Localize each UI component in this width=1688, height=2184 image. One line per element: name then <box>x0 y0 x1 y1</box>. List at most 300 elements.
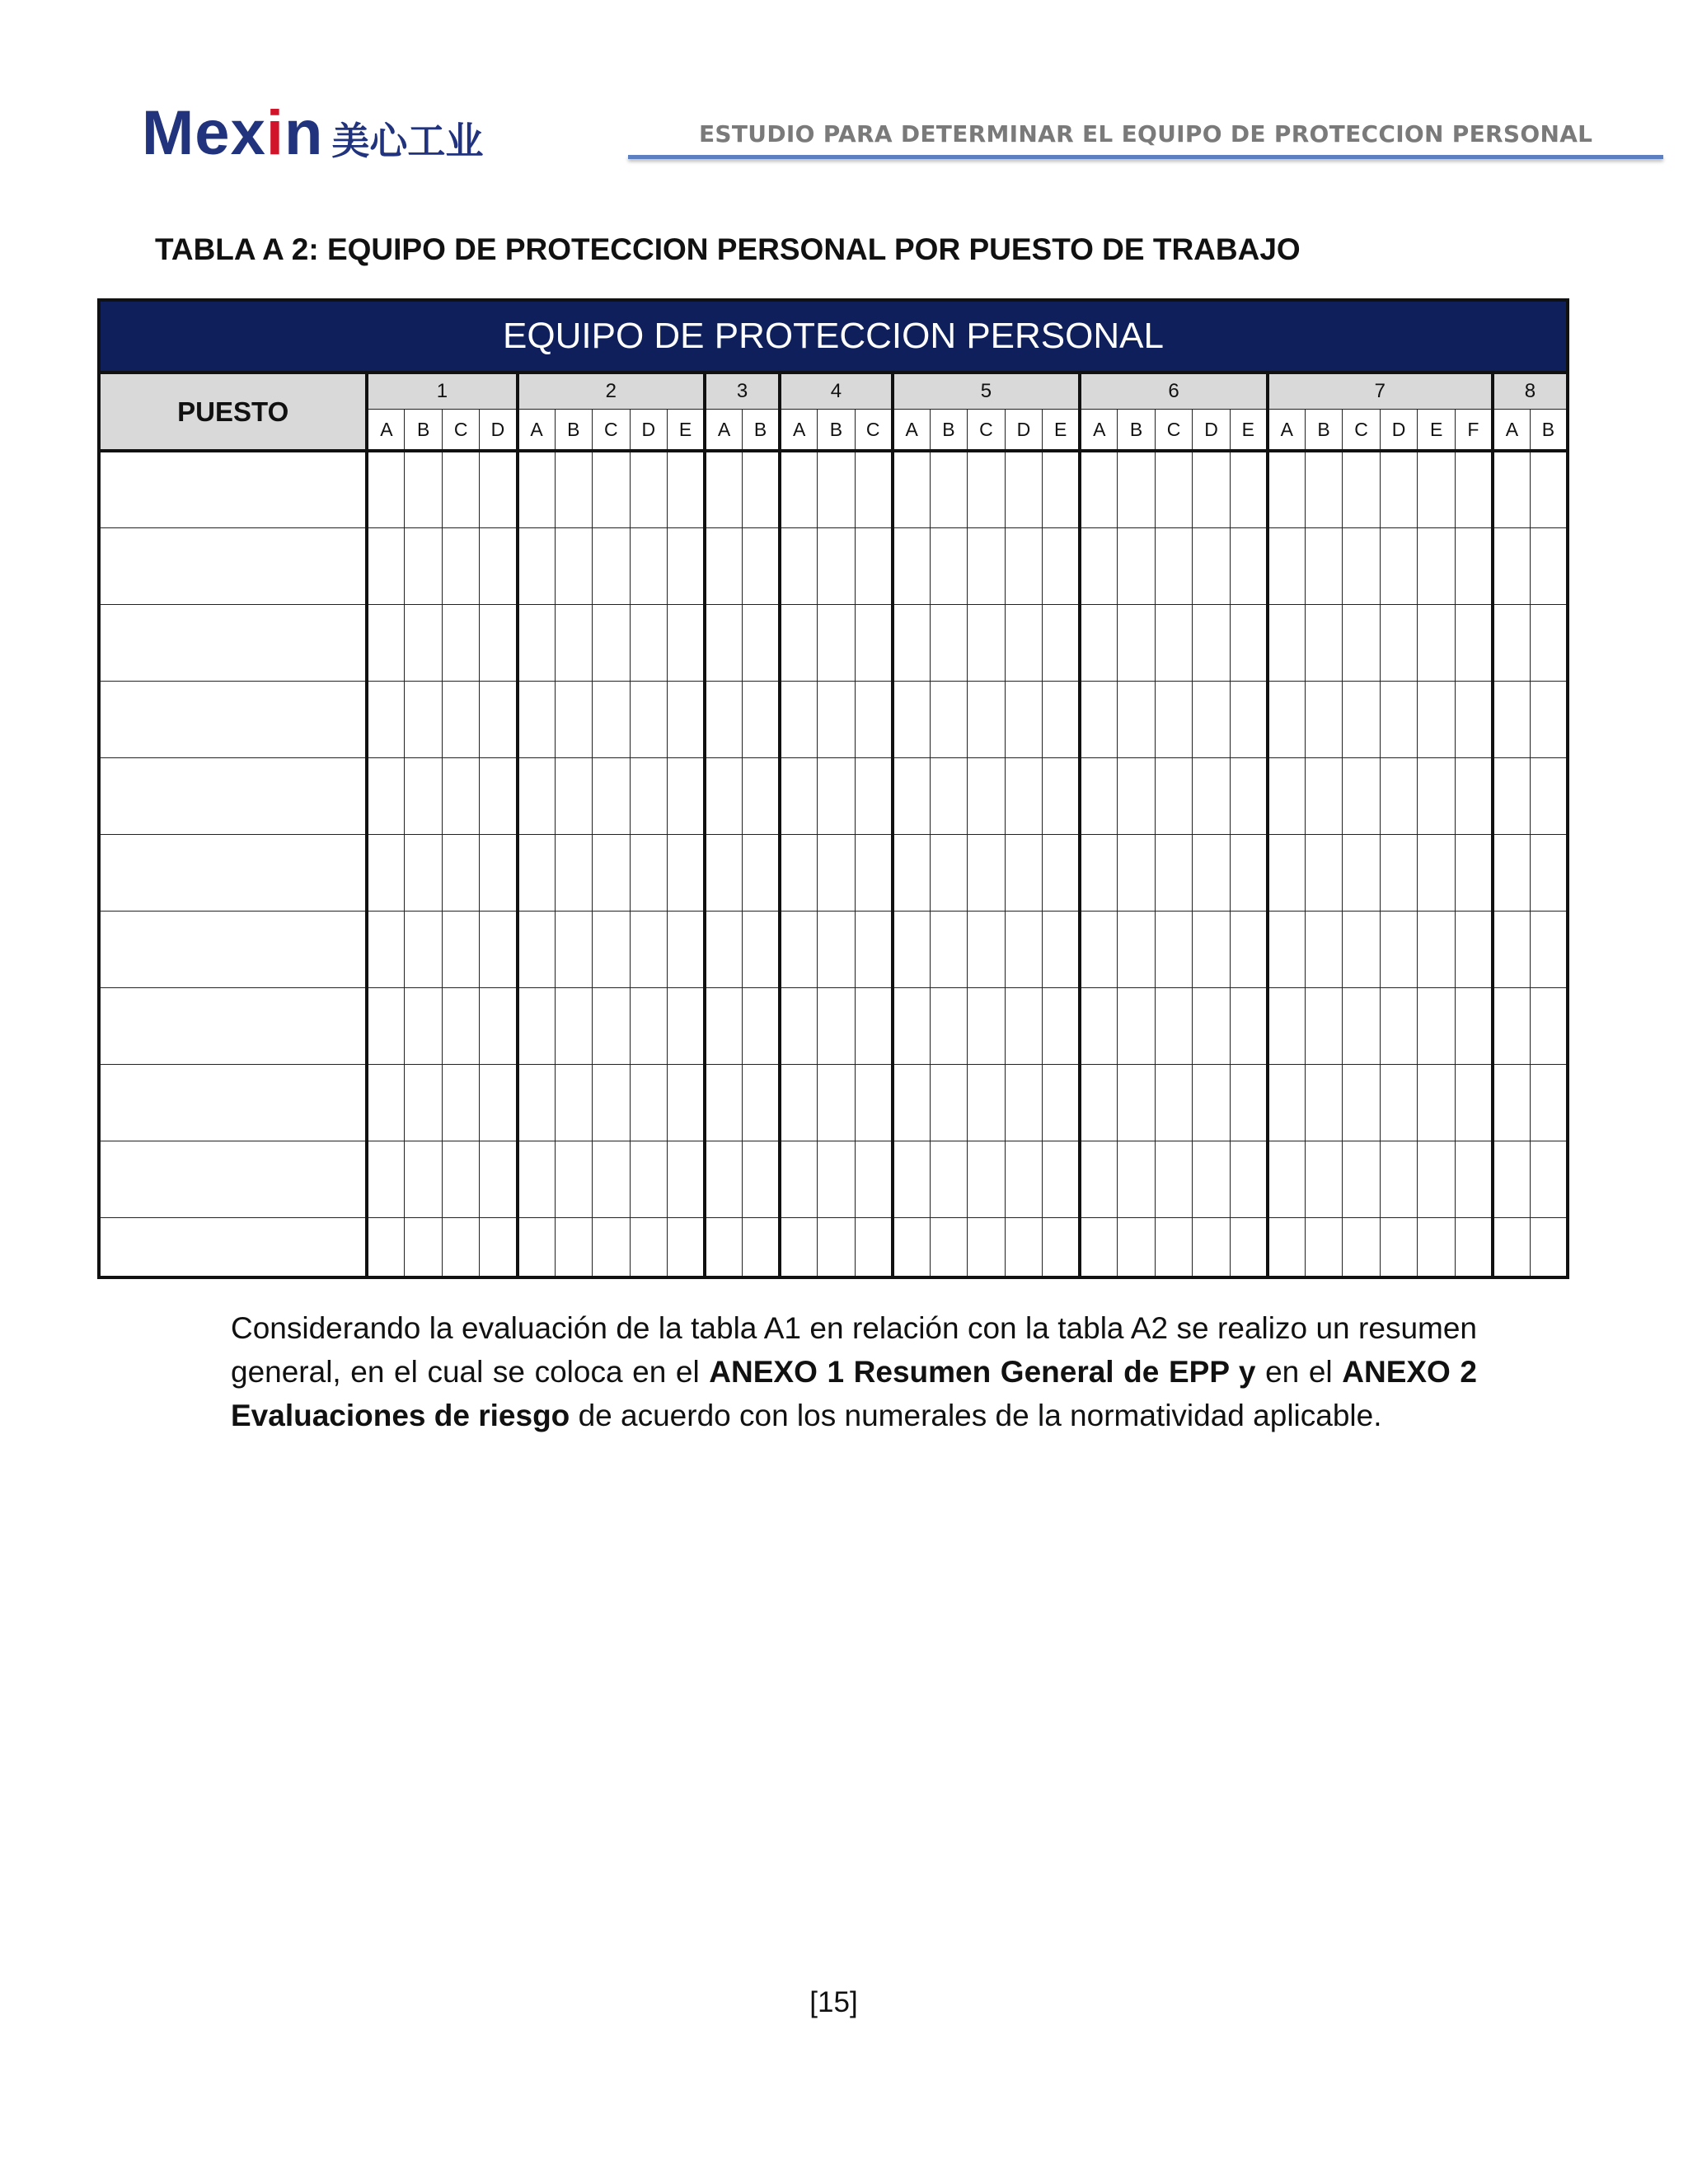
epp-check-cell[interactable] <box>1268 1141 1306 1217</box>
epp-check-cell[interactable] <box>818 527 856 604</box>
epp-check-cell[interactable] <box>1118 681 1156 757</box>
epp-check-cell[interactable] <box>1305 527 1343 604</box>
epp-check-cell[interactable] <box>555 527 593 604</box>
epp-check-cell[interactable] <box>743 1064 781 1141</box>
epp-check-cell[interactable] <box>780 681 818 757</box>
epp-check-cell[interactable] <box>593 604 631 681</box>
epp-check-cell[interactable] <box>1005 757 1043 834</box>
epp-check-cell[interactable] <box>630 604 668 681</box>
epp-check-cell[interactable] <box>630 1217 668 1277</box>
epp-check-cell[interactable] <box>1455 757 1493 834</box>
epp-check-cell[interactable] <box>593 1064 631 1141</box>
epp-check-cell[interactable] <box>1155 1217 1193 1277</box>
puesto-cell[interactable] <box>99 1141 367 1217</box>
epp-check-cell[interactable] <box>780 1064 818 1141</box>
epp-check-cell[interactable] <box>930 757 968 834</box>
epp-check-cell[interactable] <box>1455 681 1493 757</box>
epp-check-cell[interactable] <box>367 1217 405 1277</box>
epp-check-cell[interactable] <box>1230 757 1268 834</box>
puesto-cell[interactable] <box>99 757 367 834</box>
epp-check-cell[interactable] <box>1268 1064 1306 1141</box>
epp-check-cell[interactable] <box>1455 911 1493 987</box>
epp-check-cell[interactable] <box>1193 1141 1231 1217</box>
epp-check-cell[interactable] <box>1343 757 1381 834</box>
epp-check-cell[interactable] <box>780 987 818 1064</box>
epp-check-cell[interactable] <box>1268 527 1306 604</box>
epp-check-cell[interactable] <box>1343 1217 1381 1277</box>
epp-check-cell[interactable] <box>1005 527 1043 604</box>
epp-check-cell[interactable] <box>668 451 706 527</box>
epp-check-cell[interactable] <box>1493 681 1531 757</box>
epp-check-cell[interactable] <box>630 757 668 834</box>
epp-check-cell[interactable] <box>1080 911 1118 987</box>
epp-check-cell[interactable] <box>930 1064 968 1141</box>
epp-check-cell[interactable] <box>1230 834 1268 911</box>
epp-check-cell[interactable] <box>743 527 781 604</box>
epp-check-cell[interactable] <box>855 834 893 911</box>
epp-check-cell[interactable] <box>1043 451 1081 527</box>
epp-check-cell[interactable] <box>1005 987 1043 1064</box>
epp-check-cell[interactable] <box>480 834 518 911</box>
epp-check-cell[interactable] <box>743 834 781 911</box>
epp-check-cell[interactable] <box>593 987 631 1064</box>
epp-check-cell[interactable] <box>705 834 743 911</box>
epp-check-cell[interactable] <box>1268 451 1306 527</box>
epp-check-cell[interactable] <box>405 834 443 911</box>
epp-check-cell[interactable] <box>593 757 631 834</box>
epp-check-cell[interactable] <box>1193 451 1231 527</box>
epp-check-cell[interactable] <box>593 911 631 987</box>
epp-check-cell[interactable] <box>1455 527 1493 604</box>
epp-check-cell[interactable] <box>1268 757 1306 834</box>
epp-check-cell[interactable] <box>1155 1141 1193 1217</box>
epp-check-cell[interactable] <box>780 911 818 987</box>
epp-check-cell[interactable] <box>855 1217 893 1277</box>
epp-check-cell[interactable] <box>780 757 818 834</box>
puesto-cell[interactable] <box>99 1217 367 1277</box>
epp-check-cell[interactable] <box>1268 834 1306 911</box>
epp-check-cell[interactable] <box>668 1141 706 1217</box>
epp-check-cell[interactable] <box>1155 911 1193 987</box>
epp-check-cell[interactable] <box>480 1141 518 1217</box>
epp-check-cell[interactable] <box>818 1064 856 1141</box>
epp-check-cell[interactable] <box>893 451 931 527</box>
epp-check-cell[interactable] <box>743 604 781 681</box>
epp-check-cell[interactable] <box>668 757 706 834</box>
epp-check-cell[interactable] <box>1080 987 1118 1064</box>
epp-check-cell[interactable] <box>818 451 856 527</box>
epp-check-cell[interactable] <box>1043 1217 1081 1277</box>
epp-check-cell[interactable] <box>518 1064 556 1141</box>
epp-check-cell[interactable] <box>405 604 443 681</box>
epp-check-cell[interactable] <box>1118 911 1156 987</box>
epp-check-cell[interactable] <box>1305 987 1343 1064</box>
epp-check-cell[interactable] <box>1493 1217 1531 1277</box>
epp-check-cell[interactable] <box>480 527 518 604</box>
epp-check-cell[interactable] <box>1343 911 1381 987</box>
epp-check-cell[interactable] <box>1268 604 1306 681</box>
epp-check-cell[interactable] <box>1380 681 1418 757</box>
epp-check-cell[interactable] <box>518 604 556 681</box>
epp-check-cell[interactable] <box>1155 681 1193 757</box>
puesto-cell[interactable] <box>99 604 367 681</box>
epp-check-cell[interactable] <box>1418 451 1456 527</box>
epp-check-cell[interactable] <box>1380 1217 1418 1277</box>
epp-check-cell[interactable] <box>743 987 781 1064</box>
epp-check-cell[interactable] <box>1380 451 1418 527</box>
epp-check-cell[interactable] <box>1043 604 1081 681</box>
epp-check-cell[interactable] <box>1268 911 1306 987</box>
epp-check-cell[interactable] <box>555 1217 593 1277</box>
epp-check-cell[interactable] <box>968 527 1006 604</box>
epp-check-cell[interactable] <box>1305 604 1343 681</box>
epp-check-cell[interactable] <box>705 681 743 757</box>
epp-check-cell[interactable] <box>555 1141 593 1217</box>
epp-check-cell[interactable] <box>1530 911 1568 987</box>
puesto-cell[interactable] <box>99 681 367 757</box>
epp-check-cell[interactable] <box>668 1064 706 1141</box>
epp-check-cell[interactable] <box>630 527 668 604</box>
epp-check-cell[interactable] <box>1530 681 1568 757</box>
epp-check-cell[interactable] <box>405 757 443 834</box>
epp-check-cell[interactable] <box>405 911 443 987</box>
epp-check-cell[interactable] <box>780 451 818 527</box>
epp-check-cell[interactable] <box>405 987 443 1064</box>
epp-check-cell[interactable] <box>855 451 893 527</box>
epp-check-cell[interactable] <box>893 527 931 604</box>
epp-check-cell[interactable] <box>668 681 706 757</box>
epp-check-cell[interactable] <box>630 1064 668 1141</box>
epp-check-cell[interactable] <box>1043 681 1081 757</box>
epp-check-cell[interactable] <box>1418 1141 1456 1217</box>
epp-check-cell[interactable] <box>930 911 968 987</box>
epp-check-cell[interactable] <box>1493 911 1531 987</box>
epp-check-cell[interactable] <box>930 834 968 911</box>
epp-check-cell[interactable] <box>1193 527 1231 604</box>
epp-check-cell[interactable] <box>1080 527 1118 604</box>
epp-check-cell[interactable] <box>1530 1064 1568 1141</box>
epp-check-cell[interactable] <box>367 987 405 1064</box>
puesto-cell[interactable] <box>99 834 367 911</box>
epp-check-cell[interactable] <box>367 604 405 681</box>
epp-check-cell[interactable] <box>780 834 818 911</box>
epp-check-cell[interactable] <box>1080 1141 1118 1217</box>
epp-check-cell[interactable] <box>1005 834 1043 911</box>
epp-check-cell[interactable] <box>743 911 781 987</box>
epp-check-cell[interactable] <box>630 681 668 757</box>
epp-check-cell[interactable] <box>1455 1141 1493 1217</box>
epp-check-cell[interactable] <box>1118 1141 1156 1217</box>
epp-check-cell[interactable] <box>1118 1217 1156 1277</box>
epp-check-cell[interactable] <box>930 527 968 604</box>
epp-check-cell[interactable] <box>1193 1217 1231 1277</box>
epp-check-cell[interactable] <box>855 911 893 987</box>
epp-check-cell[interactable] <box>1380 757 1418 834</box>
epp-check-cell[interactable] <box>1530 1141 1568 1217</box>
puesto-cell[interactable] <box>99 527 367 604</box>
epp-check-cell[interactable] <box>442 911 480 987</box>
epp-check-cell[interactable] <box>968 834 1006 911</box>
epp-check-cell[interactable] <box>968 987 1006 1064</box>
epp-check-cell[interactable] <box>668 834 706 911</box>
epp-check-cell[interactable] <box>1493 604 1531 681</box>
epp-check-cell[interactable] <box>1043 911 1081 987</box>
epp-check-cell[interactable] <box>1418 834 1456 911</box>
epp-check-cell[interactable] <box>968 1064 1006 1141</box>
epp-check-cell[interactable] <box>893 1141 931 1217</box>
epp-check-cell[interactable] <box>1155 757 1193 834</box>
epp-check-cell[interactable] <box>630 1141 668 1217</box>
epp-check-cell[interactable] <box>593 834 631 911</box>
epp-check-cell[interactable] <box>855 527 893 604</box>
epp-check-cell[interactable] <box>968 451 1006 527</box>
epp-check-cell[interactable] <box>367 527 405 604</box>
epp-check-cell[interactable] <box>1118 757 1156 834</box>
epp-check-cell[interactable] <box>480 987 518 1064</box>
epp-check-cell[interactable] <box>1043 757 1081 834</box>
epp-check-cell[interactable] <box>593 1217 631 1277</box>
epp-check-cell[interactable] <box>1305 834 1343 911</box>
epp-check-cell[interactable] <box>743 1141 781 1217</box>
puesto-cell[interactable] <box>99 987 367 1064</box>
epp-check-cell[interactable] <box>1418 987 1456 1064</box>
epp-check-cell[interactable] <box>743 1217 781 1277</box>
epp-check-cell[interactable] <box>555 911 593 987</box>
epp-check-cell[interactable] <box>855 1064 893 1141</box>
epp-check-cell[interactable] <box>1193 911 1231 987</box>
epp-check-cell[interactable] <box>367 1064 405 1141</box>
epp-check-cell[interactable] <box>405 1217 443 1277</box>
epp-check-cell[interactable] <box>818 1217 856 1277</box>
epp-check-cell[interactable] <box>780 1217 818 1277</box>
epp-check-cell[interactable] <box>893 1064 931 1141</box>
puesto-cell[interactable] <box>99 451 367 527</box>
epp-check-cell[interactable] <box>518 1141 556 1217</box>
epp-check-cell[interactable] <box>743 757 781 834</box>
epp-check-cell[interactable] <box>1230 527 1268 604</box>
epp-check-cell[interactable] <box>555 757 593 834</box>
epp-check-cell[interactable] <box>668 911 706 987</box>
epp-check-cell[interactable] <box>518 527 556 604</box>
epp-check-cell[interactable] <box>1155 987 1193 1064</box>
epp-check-cell[interactable] <box>968 757 1006 834</box>
epp-check-cell[interactable] <box>1418 681 1456 757</box>
epp-check-cell[interactable] <box>1493 834 1531 911</box>
epp-check-cell[interactable] <box>705 987 743 1064</box>
epp-check-cell[interactable] <box>442 604 480 681</box>
epp-check-cell[interactable] <box>705 1064 743 1141</box>
epp-check-cell[interactable] <box>480 451 518 527</box>
epp-check-cell[interactable] <box>480 1217 518 1277</box>
epp-check-cell[interactable] <box>518 757 556 834</box>
epp-check-cell[interactable] <box>518 911 556 987</box>
epp-check-cell[interactable] <box>630 834 668 911</box>
epp-check-cell[interactable] <box>480 757 518 834</box>
epp-check-cell[interactable] <box>930 451 968 527</box>
epp-check-cell[interactable] <box>1155 1064 1193 1141</box>
epp-check-cell[interactable] <box>1230 1217 1268 1277</box>
epp-check-cell[interactable] <box>1118 604 1156 681</box>
epp-check-cell[interactable] <box>367 834 405 911</box>
epp-check-cell[interactable] <box>1005 1217 1043 1277</box>
epp-check-cell[interactable] <box>1380 834 1418 911</box>
epp-check-cell[interactable] <box>1343 604 1381 681</box>
epp-check-cell[interactable] <box>1343 451 1381 527</box>
epp-check-cell[interactable] <box>1343 681 1381 757</box>
epp-check-cell[interactable] <box>1043 987 1081 1064</box>
epp-check-cell[interactable] <box>1530 451 1568 527</box>
epp-check-cell[interactable] <box>555 604 593 681</box>
epp-check-cell[interactable] <box>1380 527 1418 604</box>
epp-check-cell[interactable] <box>1193 757 1231 834</box>
epp-check-cell[interactable] <box>1193 987 1231 1064</box>
epp-check-cell[interactable] <box>1155 527 1193 604</box>
epp-check-cell[interactable] <box>705 527 743 604</box>
epp-check-cell[interactable] <box>630 911 668 987</box>
epp-check-cell[interactable] <box>1493 1141 1531 1217</box>
epp-check-cell[interactable] <box>1493 451 1531 527</box>
epp-check-cell[interactable] <box>818 681 856 757</box>
epp-check-cell[interactable] <box>818 834 856 911</box>
epp-check-cell[interactable] <box>1380 911 1418 987</box>
epp-check-cell[interactable] <box>1418 527 1456 604</box>
puesto-cell[interactable] <box>99 1064 367 1141</box>
epp-check-cell[interactable] <box>818 987 856 1064</box>
puesto-cell[interactable] <box>99 911 367 987</box>
epp-check-cell[interactable] <box>668 604 706 681</box>
epp-check-cell[interactable] <box>1305 757 1343 834</box>
epp-check-cell[interactable] <box>818 604 856 681</box>
epp-check-cell[interactable] <box>1530 1217 1568 1277</box>
epp-check-cell[interactable] <box>968 1141 1006 1217</box>
epp-check-cell[interactable] <box>593 451 631 527</box>
epp-check-cell[interactable] <box>818 757 856 834</box>
epp-check-cell[interactable] <box>855 604 893 681</box>
epp-check-cell[interactable] <box>442 451 480 527</box>
epp-check-cell[interactable] <box>1530 527 1568 604</box>
epp-check-cell[interactable] <box>1118 834 1156 911</box>
epp-check-cell[interactable] <box>442 757 480 834</box>
epp-check-cell[interactable] <box>1005 681 1043 757</box>
epp-check-cell[interactable] <box>1493 987 1531 1064</box>
epp-check-cell[interactable] <box>405 527 443 604</box>
epp-check-cell[interactable] <box>1343 1064 1381 1141</box>
epp-check-cell[interactable] <box>1268 987 1306 1064</box>
epp-check-cell[interactable] <box>405 451 443 527</box>
epp-check-cell[interactable] <box>1530 834 1568 911</box>
epp-check-cell[interactable] <box>1493 757 1531 834</box>
epp-check-cell[interactable] <box>1043 834 1081 911</box>
epp-check-cell[interactable] <box>893 757 931 834</box>
epp-check-cell[interactable] <box>630 987 668 1064</box>
epp-check-cell[interactable] <box>1230 911 1268 987</box>
epp-check-cell[interactable] <box>480 681 518 757</box>
epp-check-cell[interactable] <box>668 987 706 1064</box>
epp-check-cell[interactable] <box>1380 604 1418 681</box>
epp-check-cell[interactable] <box>480 1064 518 1141</box>
epp-check-cell[interactable] <box>1043 527 1081 604</box>
epp-check-cell[interactable] <box>780 527 818 604</box>
epp-check-cell[interactable] <box>1193 604 1231 681</box>
epp-check-cell[interactable] <box>1230 451 1268 527</box>
epp-check-cell[interactable] <box>855 987 893 1064</box>
epp-check-cell[interactable] <box>1118 1064 1156 1141</box>
epp-check-cell[interactable] <box>442 1141 480 1217</box>
epp-check-cell[interactable] <box>1155 604 1193 681</box>
epp-check-cell[interactable] <box>1493 1064 1531 1141</box>
epp-check-cell[interactable] <box>1418 757 1456 834</box>
epp-check-cell[interactable] <box>1455 451 1493 527</box>
epp-check-cell[interactable] <box>518 987 556 1064</box>
epp-check-cell[interactable] <box>1230 1141 1268 1217</box>
epp-check-cell[interactable] <box>1380 1141 1418 1217</box>
epp-check-cell[interactable] <box>968 911 1006 987</box>
epp-check-cell[interactable] <box>593 681 631 757</box>
epp-check-cell[interactable] <box>1043 1141 1081 1217</box>
epp-check-cell[interactable] <box>367 1141 405 1217</box>
epp-check-cell[interactable] <box>518 451 556 527</box>
epp-check-cell[interactable] <box>1193 1064 1231 1141</box>
epp-check-cell[interactable] <box>968 604 1006 681</box>
epp-check-cell[interactable] <box>1493 527 1531 604</box>
epp-check-cell[interactable] <box>405 1064 443 1141</box>
epp-check-cell[interactable] <box>1343 527 1381 604</box>
epp-check-cell[interactable] <box>1305 1141 1343 1217</box>
epp-check-cell[interactable] <box>855 681 893 757</box>
epp-check-cell[interactable] <box>367 451 405 527</box>
epp-check-cell[interactable] <box>1455 987 1493 1064</box>
epp-check-cell[interactable] <box>555 987 593 1064</box>
epp-check-cell[interactable] <box>1305 1217 1343 1277</box>
epp-check-cell[interactable] <box>367 757 405 834</box>
epp-check-cell[interactable] <box>480 604 518 681</box>
epp-check-cell[interactable] <box>1305 681 1343 757</box>
epp-check-cell[interactable] <box>1343 834 1381 911</box>
epp-check-cell[interactable] <box>1005 451 1043 527</box>
epp-check-cell[interactable] <box>1418 1217 1456 1277</box>
epp-check-cell[interactable] <box>555 681 593 757</box>
epp-check-cell[interactable] <box>555 1064 593 1141</box>
epp-check-cell[interactable] <box>1118 451 1156 527</box>
epp-check-cell[interactable] <box>1118 527 1156 604</box>
epp-check-cell[interactable] <box>405 681 443 757</box>
epp-check-cell[interactable] <box>1005 1064 1043 1141</box>
epp-check-cell[interactable] <box>1305 1064 1343 1141</box>
epp-check-cell[interactable] <box>1080 1064 1118 1141</box>
epp-check-cell[interactable] <box>1005 911 1043 987</box>
epp-check-cell[interactable] <box>480 911 518 987</box>
epp-check-cell[interactable] <box>442 987 480 1064</box>
epp-check-cell[interactable] <box>405 1141 443 1217</box>
epp-check-cell[interactable] <box>1418 604 1456 681</box>
epp-check-cell[interactable] <box>1043 1064 1081 1141</box>
epp-check-cell[interactable] <box>705 757 743 834</box>
epp-check-cell[interactable] <box>1343 987 1381 1064</box>
epp-check-cell[interactable] <box>1418 1064 1456 1141</box>
epp-check-cell[interactable] <box>1080 834 1118 911</box>
epp-check-cell[interactable] <box>1305 451 1343 527</box>
epp-check-cell[interactable] <box>855 757 893 834</box>
epp-check-cell[interactable] <box>818 1141 856 1217</box>
epp-check-cell[interactable] <box>893 1217 931 1277</box>
epp-check-cell[interactable] <box>893 987 931 1064</box>
epp-check-cell[interactable] <box>555 451 593 527</box>
epp-check-cell[interactable] <box>668 1217 706 1277</box>
epp-check-cell[interactable] <box>855 1141 893 1217</box>
epp-check-cell[interactable] <box>968 1217 1006 1277</box>
epp-check-cell[interactable] <box>780 604 818 681</box>
epp-check-cell[interactable] <box>593 1141 631 1217</box>
